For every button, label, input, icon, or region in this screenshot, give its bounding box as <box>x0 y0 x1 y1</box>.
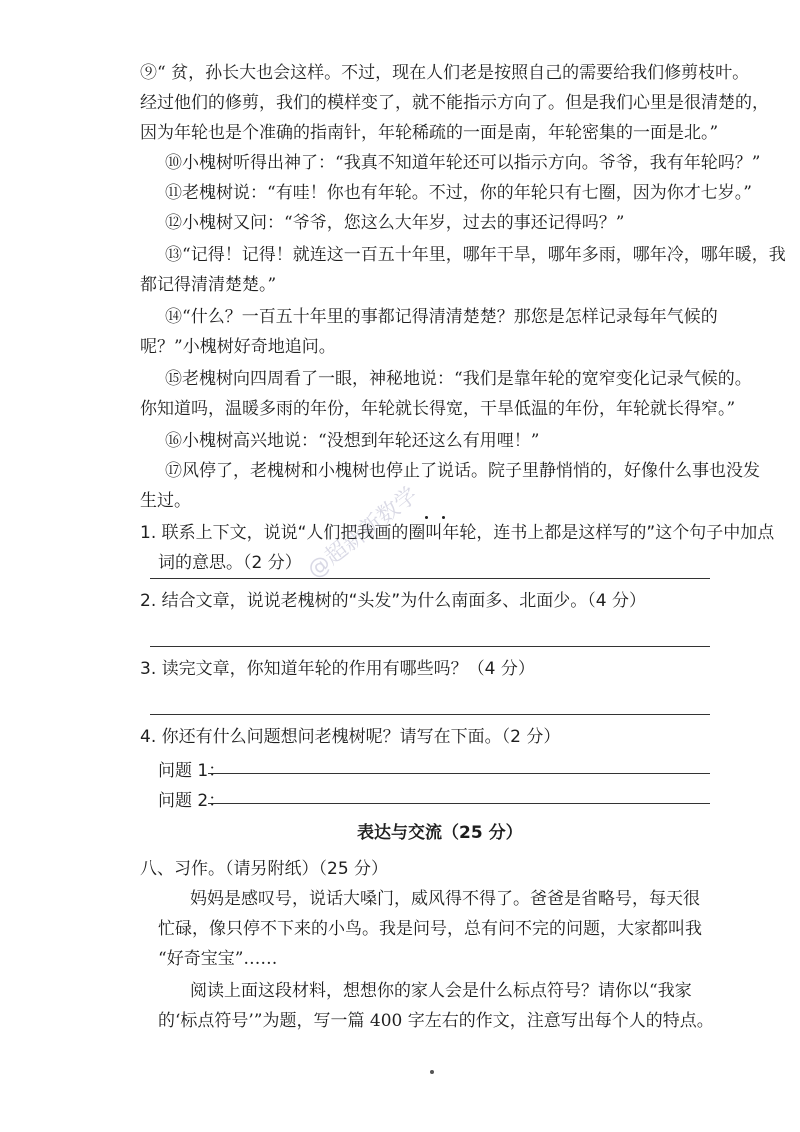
story-line: ⑭“什么？一百五十年里的事都记得清清楚楚？那您是怎样记录每年气候的 <box>165 307 718 327</box>
composition-heading: 八、习作。（请另附纸）（25 分） <box>140 859 389 879</box>
question-4: 4. 你还有什么问题想问老槐树呢？请写在下面。（2 分） <box>140 727 561 747</box>
material-line: 忙碌，像只停不下来的小鸟。我是问号，总有问不完的问题，大家都叫我 <box>158 919 702 939</box>
question-2: 2. 结合文章，说说老槐树的“头发”为什么南面多、北面少。（4 分） <box>140 591 646 611</box>
story-line: ⑮老槐树向四周看了一眼，神秘地说：“我们是靠年轮的宽窄变化记录气候的。 <box>165 369 752 389</box>
story-line: 都记得清清楚楚。” <box>140 275 277 295</box>
question-4-label-2: 问题 2： <box>158 791 226 811</box>
story-line: 因为年轮也是个准确的指南针，年轮稀疏的一面是南，年轮密集的一面是北。” <box>140 123 719 143</box>
story-line: 你知道吗，温暖多雨的年份，年轮就长得宽，干旱低温的年份，年轮就长得窄。” <box>140 399 736 419</box>
material-line: “好奇宝宝”…… <box>158 949 278 969</box>
emphasis-dot <box>425 516 428 519</box>
prompt-line: 的‘标点符号’”为题，写一篇 400 字左右的作文，注意写出每个人的特点。 <box>158 1011 714 1031</box>
answer-line-2[interactable] <box>150 646 710 647</box>
prompt-line: 阅读上面这段材料，想想你的家人会是什么标点符号？请你以“我家 <box>190 981 692 1001</box>
story-line: ⑩小槐树听得出神了：“我真不知道年轮还可以指示方向。爷爷，我有年轮吗？” <box>165 153 761 173</box>
answer-line-1[interactable] <box>150 578 710 579</box>
question-1: 1. 联系上下文，说说“人们把我画的圈叫年轮，连书上都是这样写的”这个句子中加点 <box>140 523 775 543</box>
answer-line-3[interactable] <box>150 714 710 715</box>
emphasis-dot <box>442 516 445 519</box>
question-1-cont: 词的意思。（2 分） <box>158 553 302 573</box>
story-line: ⑪老槐树说：“有哇！你也有年轮。不过，你的年轮只有七圈，因为你才七岁。” <box>165 183 752 203</box>
answer-line-4a[interactable] <box>208 773 710 774</box>
watermark: @超新新数学 <box>303 482 423 584</box>
answer-line-4b[interactable] <box>208 803 710 804</box>
material-line: 妈妈是感叹号，说话大嗓门，威风得不得了。爸爸是省略号，每天很 <box>190 889 700 909</box>
story-line: ⑫小槐树又问：“爷爷，您这么大年岁，过去的事还记得吗？” <box>165 213 625 233</box>
story-line: 呢？”小槐树好奇地追问。 <box>140 337 336 357</box>
section-title: 表达与交流（25 分） <box>357 823 523 843</box>
story-line: 经过他们的修剪，我们的模样变了，就不能指示方向了。但是我们心里是很清楚的， <box>140 93 769 113</box>
question-3: 3. 读完文章，你知道年轮的作用有哪些吗？（4 分） <box>140 659 535 679</box>
story-line: ⑰风停了，老槐树和小槐树也停止了说话。院子里静悄悄的，好像什么事也没发 <box>165 461 760 481</box>
story-line: ⑬“记得！记得！就连这一百五十年里，哪年干旱，哪年多雨，哪年冷，哪年暖，我 <box>165 245 786 265</box>
story-line: 生过。 <box>140 491 191 511</box>
question-4-label-1: 问题 1： <box>158 761 226 781</box>
story-line: ⑯小槐树高兴地说：“没想到年轮还这么有用哩！” <box>165 431 540 451</box>
page-mark <box>430 1070 434 1074</box>
story-line: ⑨“ 贫，孙长大也会这样。不过，现在人们老是按照自己的需要给我们修剪枝叶。 <box>140 63 750 83</box>
